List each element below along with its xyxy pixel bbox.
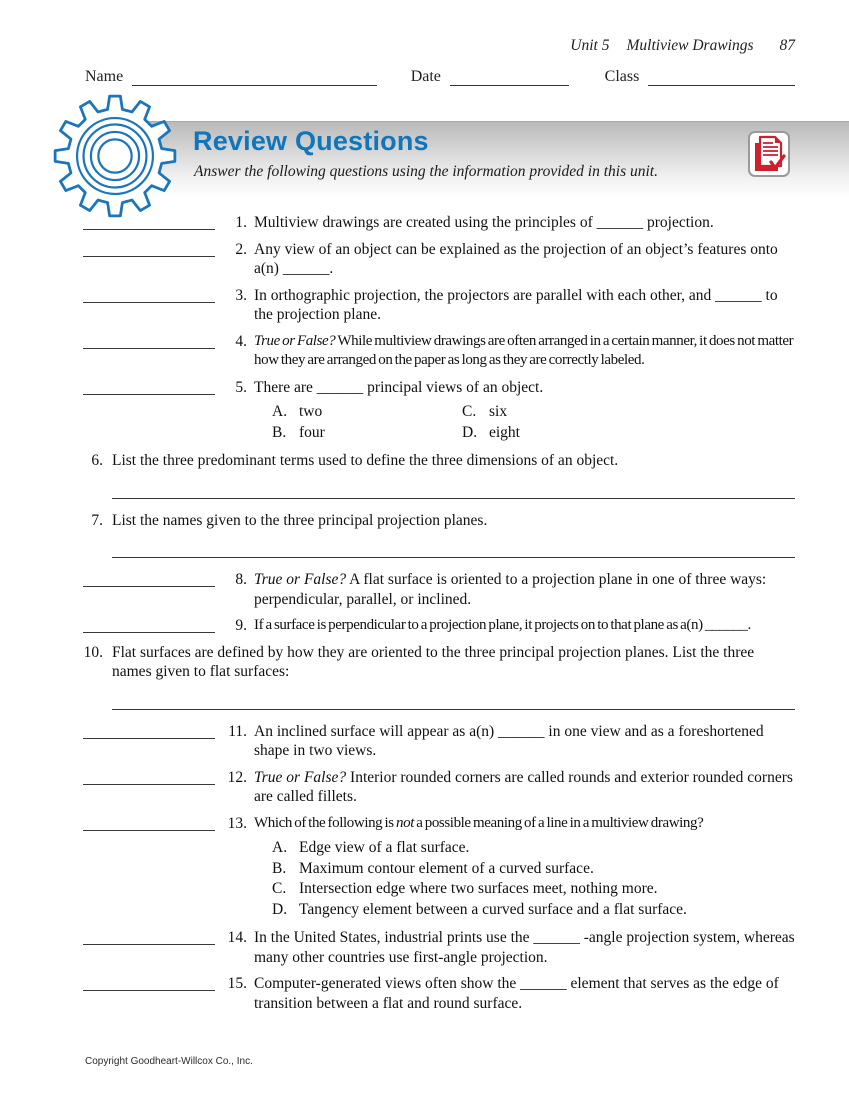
page-number: 87: [779, 37, 795, 54]
name-field-line[interactable]: [132, 70, 376, 86]
question-1: [83, 213, 795, 233]
answer-blank[interactable]: [83, 286, 215, 303]
question-number: 2.: [235, 240, 247, 258]
option-D: D. eight: [462, 423, 520, 441]
question-6: [83, 451, 795, 471]
unit-label: Unit 5: [570, 37, 610, 54]
option-B: B. Maximum contour element of a curved surface.: [272, 859, 594, 877]
answer-blank[interactable]: [83, 570, 215, 587]
student-info-row: [85, 68, 795, 86]
question-4: [83, 332, 795, 371]
name-label: Name: [85, 68, 124, 85]
question-number: 4.: [235, 332, 247, 350]
question-12: [83, 768, 795, 807]
gear-icon: [53, 94, 177, 218]
question-8: [83, 570, 795, 609]
option-C: C. six: [462, 403, 508, 420]
question-number: 10.: [83, 643, 103, 661]
answer-blank[interactable]: [83, 974, 215, 991]
question-sentence: There are ______ principal views of an object.: [254, 378, 544, 396]
question-3: [83, 286, 795, 325]
question-14: [83, 928, 795, 967]
question-13: [83, 814, 795, 922]
question-text: [112, 643, 795, 682]
option-B: B. four: [272, 423, 325, 441]
question-sentence: Multiview drawings are created using the principles of ______ projection.: [254, 214, 714, 231]
question-number: 5.: [235, 378, 247, 396]
options-list: [272, 838, 795, 919]
question-number: 8.: [235, 571, 247, 588]
question-text: [254, 570, 795, 609]
question-sentence: An inclined surface will appear as a(n) ______ in one view and as a foreshortened shape in two views.: [254, 722, 764, 759]
date-field-line[interactable]: [450, 70, 569, 86]
question-sentence: Which of the following is not a possible meaning of a line in a multiview drawing?: [254, 814, 704, 831]
question-number: 6.: [91, 452, 103, 469]
questions-list: [83, 213, 795, 1020]
question-sentence: Computer-generated views often show the ______ element that serves as the edge of transition between a flat and round surface.: [254, 975, 779, 1012]
running-head: [570, 37, 795, 55]
section-title: Review Questions: [193, 126, 429, 156]
review-checklist-icon: [747, 130, 793, 182]
option-A: A. Edge view of a flat surface.: [272, 839, 470, 856]
unit-title: Multiview Drawings: [626, 37, 754, 54]
option-A: A. two: [272, 403, 323, 420]
question-sentence: If a surface is perpendicular to a projection plane, it projects on to that plane as a(n) ______.: [254, 617, 751, 633]
question-text: [254, 213, 795, 233]
question-10: [83, 643, 795, 682]
question-number: 9.: [235, 617, 247, 634]
question-sentence: True or False? A flat surface is oriented to a projection plane in one of three ways: perpendicular, parallel, or inclined.: [254, 571, 767, 608]
question-number: 3.: [235, 286, 247, 304]
answer-line[interactable]: [112, 537, 795, 558]
answer-blank[interactable]: [83, 722, 215, 739]
question-text: [112, 511, 795, 531]
question-text: [254, 722, 795, 761]
question-number: 11.: [228, 722, 247, 740]
question-number: 14.: [227, 929, 247, 946]
answer-blank[interactable]: [83, 332, 215, 349]
answer-blank[interactable]: [83, 213, 215, 230]
answer-blank[interactable]: [83, 378, 215, 395]
options-list: [272, 402, 795, 442]
section-subtitle: Answer the following questions using the information provided in this unit.: [194, 163, 658, 180]
date-label: Date: [410, 68, 441, 85]
question-sentence: True or False? Interior rounded corners are called rounds and exterior rounded corners are called fillets.: [254, 768, 793, 805]
answer-line[interactable]: [112, 478, 795, 499]
question-number: 7.: [91, 511, 103, 529]
option-D: D. Tangency element between a curved surface and a flat surface.: [272, 900, 687, 918]
answer-blank[interactable]: [83, 928, 215, 945]
question-text: [254, 928, 795, 967]
question-text: [254, 768, 795, 807]
question-sentence: List the three predominant terms used to define the three dimensions of an object.: [112, 452, 619, 469]
option-C: C. Intersection edge where two surfaces meet, nothing more.: [272, 880, 658, 897]
answer-blank[interactable]: [83, 240, 215, 257]
question-7: [83, 511, 795, 531]
answer-blank[interactable]: [83, 616, 215, 633]
question-text: [254, 240, 795, 279]
answer-blank[interactable]: [83, 814, 215, 831]
question-text: [254, 974, 795, 1013]
question-15: [83, 974, 795, 1013]
answer-blank[interactable]: [83, 768, 215, 785]
question-text: [254, 616, 795, 636]
question-11: [83, 722, 795, 761]
question-sentence: Any view of an object can be explained as the projection of an object’s features onto a(n) ______.: [254, 240, 778, 277]
class-field-line[interactable]: [648, 70, 795, 86]
question-sentence: List the names given to the three principal projection planes.: [112, 511, 488, 529]
question-sentence: In orthographic projection, the projectors are parallel with each other, and ______ to the projection plane.: [254, 286, 778, 323]
question-text: [112, 451, 795, 471]
question-text: [254, 332, 795, 371]
question-sentence: Flat surfaces are defined by how they are oriented to the three principal projection planes. List the three names given to flat surfaces:: [112, 643, 755, 680]
question-number: 12.: [227, 768, 247, 786]
question-number: 1.: [235, 214, 247, 231]
class-label: Class: [604, 68, 640, 85]
question-9: [83, 616, 795, 636]
copyright-notice: Copyright Goodheart-Willcox Co., Inc.: [85, 1056, 253, 1067]
question-sentence: In the United States, industrial prints use the ______ -angle projection system, whereas many other countries use first-angle projection.: [254, 929, 795, 966]
question-text: [254, 814, 795, 922]
question-number: 13.: [227, 814, 247, 832]
question-number: 15.: [227, 975, 247, 992]
question-text: [254, 286, 795, 325]
question-2: [83, 240, 795, 279]
question-sentence: True or False? While multiview drawings are often arranged in a certain manner, it does not matter how they are arranged on the paper as long as they are correctly labeled.: [254, 332, 794, 368]
question-5: [83, 378, 795, 445]
question-text: [254, 378, 795, 445]
answer-line[interactable]: [112, 689, 795, 710]
